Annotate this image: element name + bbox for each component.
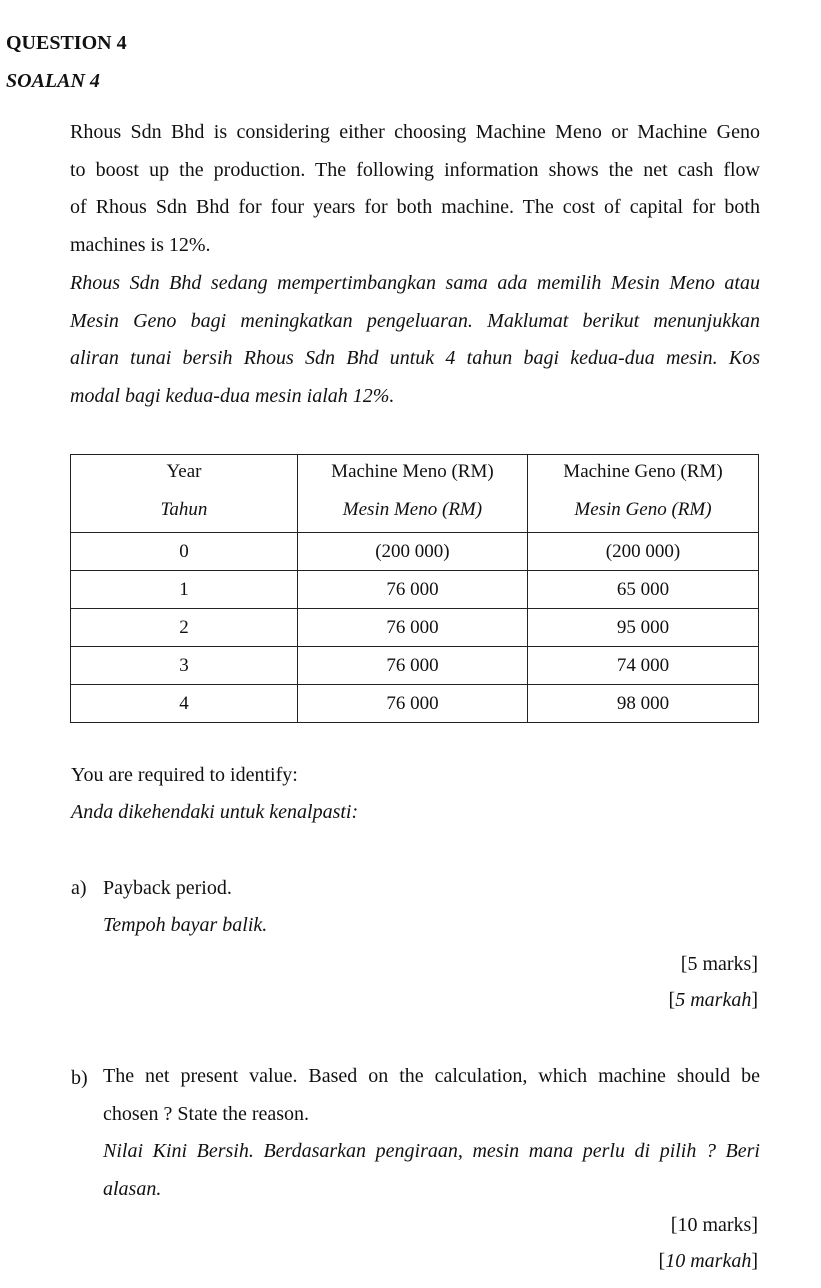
table-row (71, 609, 759, 647)
header-label-malay: Mesin Meno (RM) (342, 499, 483, 520)
question-heading: QUESTION 4 (6, 32, 127, 54)
cell-meno: 76 000 (297, 685, 527, 723)
intro-paragraph-english (70, 119, 760, 269)
intro-line: machines is 12%. (70, 233, 211, 256)
cell-geno: 95 000 (527, 609, 758, 647)
required-instruction-malay: Anda dikehendaki untuk kenalpasti: (71, 801, 359, 823)
part-b-marks-malay: [10 markah] (658, 1250, 758, 1272)
part-a-marks-malay: [5 markah] (668, 989, 758, 1011)
part-a-marks: [5 marks] (680, 953, 758, 975)
part-b-line: Nilai Kini Bersih. Berdasarkan pengiraan, mesin mana perlu di pilih ? Beri (103, 1140, 760, 1162)
part-b-line: The net present value. Based on the calculation, which machine should be (103, 1065, 760, 1087)
intro-line: aliran tunai bersih Rhous Sdn Bhd untuk 4 tahun bagi kedua-dua mesin. Kos (70, 347, 760, 369)
cell-meno: 76 000 (297, 647, 527, 685)
header-machine-meno (297, 455, 527, 533)
header-label-malay: Tahun (160, 499, 208, 520)
table-row (71, 647, 759, 685)
cell-meno: 76 000 (297, 571, 527, 609)
cell-meno: (200 000) (297, 533, 527, 571)
part-b-question (103, 1063, 760, 1138)
marks-malay-text: 10 markah (665, 1250, 752, 1272)
part-b-marks: [10 marks] (670, 1214, 758, 1236)
table-header-row (71, 455, 759, 533)
table-row (71, 685, 759, 723)
header-label: Machine Meno (RM) (331, 461, 494, 482)
cell-year: 4 (71, 685, 298, 723)
header-machine-geno (527, 455, 758, 533)
cell-year: 2 (71, 609, 298, 647)
cell-geno: 74 000 (527, 647, 758, 685)
table-row (71, 571, 759, 609)
cash-flow-table (70, 454, 759, 723)
cell-year: 0 (71, 533, 298, 571)
cell-geno: 65 000 (527, 571, 758, 609)
part-a-question: Payback period. (103, 877, 232, 899)
cell-year: 3 (71, 647, 298, 685)
cell-geno: 98 000 (527, 685, 758, 723)
part-b-question-malay (103, 1138, 760, 1213)
question-heading-malay: SOALAN 4 (6, 70, 100, 92)
cell-year: 1 (71, 571, 298, 609)
header-label-malay: Mesin Geno (RM) (574, 499, 712, 520)
required-instruction: You are required to identify: (71, 764, 298, 786)
header-year (71, 455, 298, 533)
part-b-label: b) (71, 1067, 88, 1089)
intro-line: Rhous Sdn Bhd is considering either choosing Machine Meno or Machine Geno (70, 121, 760, 143)
intro-line: Mesin Geno bagi meningkatkan pengeluaran. Maklumat berikut menunjukkan (70, 309, 760, 332)
cell-meno: 76 000 (297, 609, 527, 647)
part-a-question-malay: Tempoh bayar balik. (103, 914, 268, 936)
part-b-line: chosen ? State the reason. (103, 1102, 310, 1125)
intro-line: modal bagi kedua-dua mesin ialah 12%. (70, 384, 395, 407)
intro-line: Rhous Sdn Bhd sedang mempertimbangkan sama ada memilih Mesin Meno atau (70, 272, 760, 294)
marks-malay-text: 5 markah (675, 989, 752, 1011)
intro-line: of Rhous Sdn Bhd for four years for both machine. The cost of capital for both (70, 196, 760, 218)
part-a-label: a) (71, 877, 87, 899)
intro-line: to boost up the production. The following information shows the net cash flow (70, 158, 760, 181)
header-label: Year (166, 461, 202, 482)
intro-paragraph-malay (70, 270, 760, 420)
cell-geno: (200 000) (527, 533, 758, 571)
table-row (71, 533, 759, 571)
header-label: Machine Geno (RM) (563, 461, 723, 482)
part-b-line: alasan. (103, 1177, 162, 1200)
